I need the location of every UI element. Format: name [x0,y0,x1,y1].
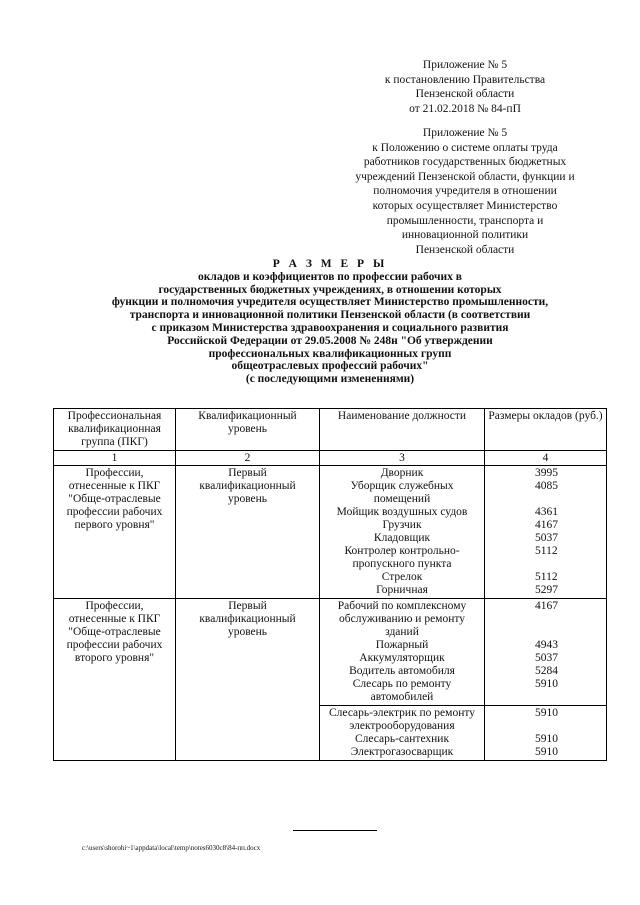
salary-value: 5910 [535,678,558,690]
salary-value: 4085 [535,480,558,492]
salary-value: 4943 [535,639,558,651]
position-name: Мойщик воздушных судов [336,506,468,518]
header-level: Квалификационный уровень [176,409,320,451]
heading-line: профессиональных квалификационных групп [208,347,452,360]
cell-level: Первый квалификационный уровень [176,466,320,599]
cell-pkg: Профессии, отнесенные к ПКГ "Обще-отраслевые профессии рабочих второго уровня" [54,599,176,761]
footer-file-path: c:\users\shorohi~1\appdata\local\temp\notes6030c8\84-пп.docx [82,844,261,852]
appendix-resolution [330,58,600,116]
column-number: 3 [320,451,485,466]
appendix-line: полномочия учредителя в отношении [373,185,557,198]
appendix-regulation [330,126,600,257]
cell-positions [320,466,485,599]
position-name: Электрогазосварщик [350,746,454,758]
appendix-line: Приложение № 5 [422,59,508,71]
position-name: Слесарь-электрик по ремонту электрооборудования [329,707,475,732]
salary-value: 5112 [535,571,558,583]
salary-value: 4361 [535,506,558,518]
appendix-line: Приложение № 5 [422,127,508,139]
position-name: Слесарь по ремонту автомобилей [352,678,452,703]
appendix-line: Пензенской области [415,243,515,256]
salary-value: 4167 [535,519,558,531]
footer-rule [293,830,377,831]
cell-salaries [485,466,607,599]
appendix-line: работников государственных бюджетных [363,156,567,169]
salary-value: 5037 [535,652,558,664]
cell-positions [320,599,485,706]
appendix-line: промышленности, транспорта и [386,214,544,227]
position-name: Стрелок [381,571,423,583]
table-row [54,466,607,599]
position-name: Кладовщик [373,532,431,544]
position-name: Дворник [380,467,424,479]
salary-value: 5284 [535,665,558,677]
cell-salaries [485,599,607,706]
cell-pkg: Профессии, отнесенные к ПКГ "Обще-отраслевые профессии рабочих первого уровня" [54,466,176,599]
heading-line: окладов и коэффициентов по профессии рабочих в [198,270,462,283]
position-name: Пожарный [375,639,429,651]
heading-line: государственных бюджетных учреждениях, в отношении которых [158,283,502,296]
position-name: Грузчик [382,519,422,531]
salary-value: 4167 [535,600,558,612]
heading-line: Российской Федерации от 29.05.2008 № 248н "Об утверждении [167,334,493,347]
column-number: 4 [485,451,607,466]
heading-line: (с последующими изменениями) [245,373,415,386]
table-header-row [54,409,607,451]
salary-table [53,408,607,761]
salary-value: 5910 [535,746,558,758]
appendix-line: инновационной политики [401,229,529,242]
appendix-line: которых осуществляет Министерство [372,199,558,212]
salary-value: 3995 [535,467,558,479]
table-body [54,466,607,761]
cell-positions [320,706,485,761]
position-name: Контролер контрольно-пропускного пункта [344,545,460,570]
salary-value: 5297 [535,584,558,596]
position-name: Рабочий по комплексному обслуживанию и ремонту зданий [337,600,467,638]
salary-value: 5037 [535,532,558,544]
salary-value: 5112 [535,545,558,557]
heading-line: с приказом Министерства здравоохранения и социального развития [151,321,509,334]
position-name: Слесарь-сантехник [354,733,450,745]
salary-value: 5910 [535,733,558,745]
table-row [54,599,607,706]
column-number: 1 [54,451,176,466]
column-number-row [54,451,607,466]
heading-line: общеотраслевых профессий рабочих" [231,360,429,373]
salary-value: 5910 [535,707,558,719]
cell-level: Первый квалификационный уровень [176,599,320,761]
heading-line: транспорта и инновационной политики Пензенской области (в соответствии [129,309,531,322]
cell-salaries [485,706,607,761]
header-pkg: Профессиональная квалификационная группа (ПКГ) [54,409,176,451]
document-title: Р А З М Е Р Ы [272,258,388,270]
appendix-line: учреждений Пензенской области, функции и [355,170,575,183]
appendix-line: Пензенской области [415,88,515,101]
header-salary: Размеры окладов (руб.) [485,409,607,451]
heading-line: функции и полномочия учредителя осуществляет Министерство промышленности, [111,296,549,309]
appendix-line: к постановлению Правительства [384,73,546,86]
appendix-line: к Положению о системе оплаты труда [372,141,558,154]
document-heading [70,258,590,386]
position-name: Аккумуляторщик [359,652,445,664]
appendix-line: от 21.02.2018 № 84-пП [409,102,521,115]
column-number: 2 [176,451,320,466]
position-name: Горничная [376,584,428,596]
header-position: Наименование должности [320,409,485,451]
position-name: Водитель автомобиля [349,665,455,677]
position-name: Уборщик служебных помещений [350,480,454,505]
